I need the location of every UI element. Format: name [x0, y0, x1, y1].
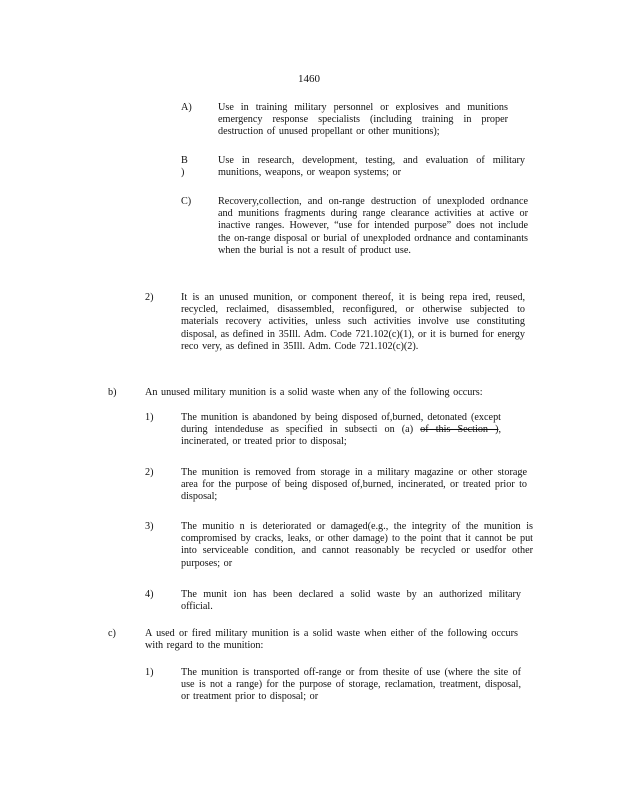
text-after: , incinerated, or treated prior to disposal; — [181, 424, 502, 448]
page-number: 1460 — [298, 73, 320, 85]
paragraph-label: 1) — [145, 412, 154, 423]
paragraph-label: 3) — [145, 521, 154, 532]
paragraph-text: Use in training military personnel or explosives and munitions emergency response specialists (including training in proper destruction of unused propellant or other munitions); — [218, 102, 508, 138]
paragraph-text: It is an unused munition, or component thereof, it is being repa ired, reused, recycled, reclaimed, disassembled, reconfigured, or otherwise subjected to materials recovery activities, unless such activities involve use constituting disposal, as defined in 35Ill. Adm. Code 721.102(c)(1), or it is burned for energy reco very, as defined in 35Ill. Adm. Code 721.102(c)(2). — [181, 292, 525, 352]
paragraph-text: The munit ion has been declared a solid waste by an authorized military official. — [181, 589, 521, 613]
text-before: The munition is abandoned by being disposed of,burned, detonated (except during intendeduse as specified in subsecti on (a) — [181, 412, 501, 436]
paragraph-text: An unused military munition is a solid waste when any of the following occurs: — [145, 387, 483, 398]
paragraph-label: 4) — [145, 589, 154, 600]
paragraph-label: 2) — [145, 467, 154, 478]
paragraph-label: A) — [181, 102, 192, 113]
paragraph-text: The munition is transported off-range or from thesite of use (where the site of use is not a range) for the purpose of storage, reclamation, treatment, disposal, or treatment prior to disposal; or — [181, 667, 521, 703]
paragraph-label: C) — [181, 196, 192, 207]
paragraph-text: Use in research, development, testing, and evaluation of military munitions, weapons, or weapon systems; or — [218, 155, 525, 179]
paragraph-text: The munition is removed from storage in a military magazine or other storage area for the purpose of being disposed of,burned, incinerated, or treated prior to disposal; — [181, 467, 527, 503]
paragraph-label: B ) — [181, 155, 188, 179]
paragraph-text: The munitio n is deteriorated or damaged(e.g., the integrity of the munition is compromised by cracks, leaks, or other damage) to the point that it cannot be put into serviceable condition, and cannot reasonably be recycled or usedfor other purposes; or — [181, 521, 533, 569]
paragraph-label: 1) — [145, 667, 154, 678]
paragraph-text: Recovery,collection, and on-range destruction of unexploded ordnance and munitions fragments during range clearance activities at active or inactive ranges. However, “use for intended purpose” does not include the on-range disposal or burial of unexploded ordnance and contaminants when the burial is not a result of product use. — [218, 196, 528, 256]
paragraph-label: b) — [108, 387, 117, 398]
paragraph-text — [181, 412, 501, 449]
paragraph-label: c) — [108, 628, 116, 639]
paragraph-label: 2) — [145, 292, 154, 303]
struck-text: of this Section ) — [420, 424, 499, 436]
paragraph-text: A used or fired military munition is a solid waste when either of the following occurs with regard to the munition: — [145, 628, 518, 652]
